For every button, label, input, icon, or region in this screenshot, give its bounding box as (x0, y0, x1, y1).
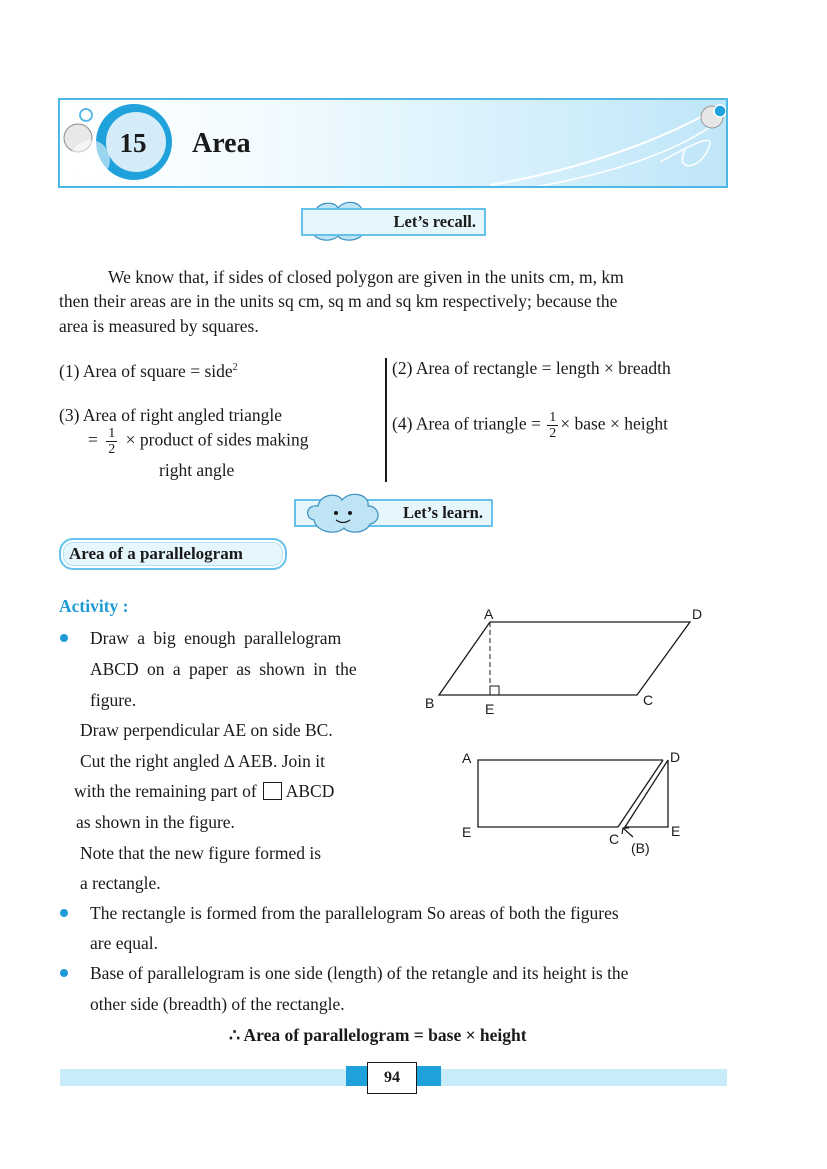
activity-line-6-text: with the remaining part of (74, 781, 257, 801)
activity-line-1: Draw a big enough parallelogram (90, 628, 342, 648)
activity-line-9: a rectangle. (80, 873, 161, 893)
fig1-label-b: B (425, 695, 435, 711)
fig1-label-e: E (485, 701, 495, 717)
bullet-icon (60, 634, 68, 642)
cloud-icon (300, 490, 386, 536)
formula-divider (385, 358, 387, 482)
bullet-2-line-1: The rectangle is formed from the parallelogram So areas of both the figures (90, 903, 619, 923)
parallelogram-symbol-icon (263, 782, 282, 800)
section-title-box (59, 538, 287, 570)
formula-2-marker: (2) (392, 358, 413, 378)
activity-line-3: figure. (90, 690, 137, 710)
bullet-icon (60, 909, 68, 917)
formula-1-marker: (1) (59, 360, 80, 381)
formula-4-numerator: 1 (549, 410, 557, 425)
activity-line-2: ABCD on a paper as shown in the (90, 659, 357, 679)
formula-3-denominator: 2 (108, 442, 116, 457)
lets-learn-label: Let’s learn. (402, 503, 483, 522)
conclusion-formula: ∴ Area of parallelogram = base × height (229, 1025, 527, 1045)
formula-1-sup: 2 (232, 362, 238, 373)
chapter-number: 15 (119, 128, 147, 158)
formula-3-text: Area of right angled triangle (82, 405, 283, 425)
section-title: Area of a parallelogram (69, 544, 243, 563)
bullet-3-line-1: Base of parallelogram is one side (length) of the retangle and its height is the (90, 963, 629, 983)
activity-heading: Activity : (59, 596, 129, 616)
intro-line-3: area is measured by squares. (59, 316, 259, 336)
activity-line-7: as shown in the figure. (76, 812, 235, 832)
fig2-label-d: D (670, 749, 681, 765)
formula-4-fraction (547, 410, 558, 441)
fig2-label-b: (B) (631, 840, 650, 856)
formula-3-marker: (3) (59, 405, 80, 425)
formula-3-line-3: right angle (159, 460, 235, 480)
formula-4-text: Area of triangle = (415, 413, 541, 434)
formula-4 (392, 410, 668, 441)
formula-1 (59, 356, 238, 383)
bullet-2-line-2: are equal. (90, 933, 159, 953)
bullet-3-line-2: other side (breadth) of the rectangle. (90, 994, 345, 1014)
fig1-label-a: A (484, 606, 494, 622)
formula-3-line-1 (59, 403, 282, 427)
fig2-label-e-left: E (462, 824, 472, 840)
activity-line-5: Cut the right angled ∆ AEB. Join it (80, 751, 325, 771)
intro-line-2: then their areas are in the units sq cm, sq m and sq km respectively; because the (59, 291, 618, 311)
fig2-label-e-right: E (671, 823, 681, 839)
parallelogram-figure (415, 600, 715, 720)
formula-3-fraction (106, 426, 117, 457)
formula-4-rest: × base × height (560, 413, 668, 434)
formula-2-text: Area of rectangle = length × breadth (415, 358, 671, 378)
rectangle-figure (470, 755, 680, 845)
fig1-label-c: C (643, 692, 654, 708)
fig2-label-c: C (609, 831, 620, 847)
activity-line-8: Note that the new figure formed is (80, 843, 322, 863)
lets-recall-tag (301, 208, 486, 236)
activity-line-6-figure: ABCD (285, 781, 335, 801)
formula-3-rest: × product of sides making (125, 429, 309, 450)
formula-3-equals: = (88, 429, 98, 450)
fig2-label-a: A (462, 750, 472, 766)
lets-recall-label: Let’s recall. (393, 212, 476, 231)
activity-line-4: Draw perpendicular AE on side BC. (80, 720, 333, 740)
fig1-label-d: D (692, 606, 703, 622)
formula-3-numerator: 1 (108, 426, 116, 441)
formula-4-denominator: 2 (549, 426, 557, 441)
formula-1-text: Area of square = side (82, 360, 233, 381)
bullet-icon (60, 969, 68, 977)
activity-line-6 (74, 779, 334, 803)
formula-3-line-2 (88, 426, 309, 457)
intro-line-1: We know that, if sides of closed polygon are given in the units cm, m, km (108, 267, 624, 287)
chapter-title: Area (192, 128, 251, 159)
formula-2 (392, 356, 671, 380)
formula-4-marker: (4) (392, 413, 413, 434)
page-number: 94 (367, 1062, 417, 1094)
